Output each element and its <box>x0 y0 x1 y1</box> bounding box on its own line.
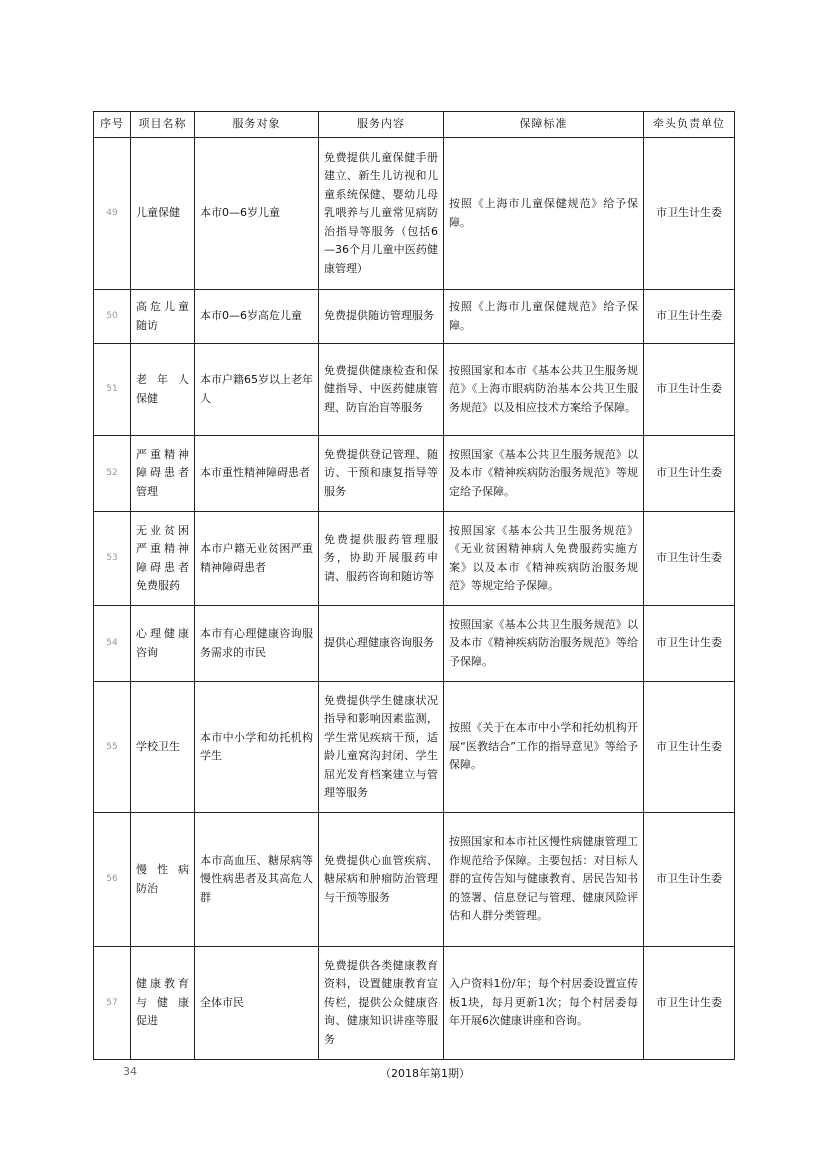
row-number: 49 <box>94 138 131 290</box>
row-lead-unit: 市卫生计生委 <box>644 290 735 344</box>
row-guarantee-standard: 按照国家《基本公共卫生服务规范》以及本市《精神疾病防治服务规范》等给予保障。 <box>444 606 644 682</box>
row-number: 57 <box>94 947 131 1060</box>
page-number: 34 <box>123 1065 137 1078</box>
row-service-target: 本市重性精神障碍患者 <box>195 436 319 512</box>
row-project-name: 儿童保健 <box>131 138 195 290</box>
header-guarantee-standard: 保障标准 <box>444 112 644 138</box>
header-project-name: 项目名称 <box>131 112 195 138</box>
row-guarantee-standard: 按照国家《基本公共卫生服务规范》以及本市《精神疾病防治服务规范》等规定给予保障。 <box>444 436 644 512</box>
row-service-content: 免费提供心血管疾病、糖尿病和肿瘤防治管理与干预等服务 <box>319 813 444 947</box>
table-row <box>94 606 735 682</box>
row-service-content: 免费提供服药管理服务，协助开展服药申请、服药咨询和随访等 <box>319 512 444 606</box>
row-service-content: 免费提供学生健康状况指导和影响因素监测，学生常见疾病干预，适龄儿童窝沟封闭、学生屈光发育档案建立与管理等服务 <box>319 682 444 813</box>
row-service-content: 免费提供随访管理服务 <box>319 290 444 344</box>
row-project-name: 严重精神障碍患者管理 <box>131 436 195 512</box>
table-row <box>94 682 735 813</box>
row-service-target: 本市0—6岁儿童 <box>195 138 319 290</box>
row-service-target: 本市户籍65岁以上老年人 <box>195 344 319 436</box>
row-guarantee-standard: 按照国家和本市社区慢性病健康管理工作规范给予保障。主要包括：对目标人群的宣传告知与健康教育、居民告知书的签署、信息登记与管理、健康风险评估和人群分类管理。 <box>444 813 644 947</box>
table-row <box>94 512 735 606</box>
row-service-content: 免费提供健康检查和保健指导、中医药健康管理、防盲治盲等服务 <box>319 344 444 436</box>
row-lead-unit: 市卫生计生委 <box>644 606 735 682</box>
header-service-target: 服务对象 <box>195 112 319 138</box>
row-lead-unit: 市卫生计生委 <box>644 436 735 512</box>
table-row <box>94 947 735 1060</box>
row-number: 53 <box>94 512 131 606</box>
row-number: 55 <box>94 682 131 813</box>
table-row <box>94 344 735 436</box>
row-service-content: 免费提供登记管理、随访、干预和康复指导等服务 <box>319 436 444 512</box>
table-row <box>94 813 735 947</box>
row-guarantee-standard: 按照《上海市儿童保健规范》给予保障。 <box>444 290 644 344</box>
table-row <box>94 138 735 290</box>
row-project-name: 心理健康咨询 <box>131 606 195 682</box>
row-project-name: 无业贫困严重精神障碍患者免费服药 <box>131 512 195 606</box>
header-number: 序号 <box>94 112 131 138</box>
row-service-target: 本市中小学和幼托机构学生 <box>195 682 319 813</box>
row-project-name: 健康教育与 健 康 促进 <box>131 947 195 1060</box>
row-guarantee-standard: 按照国家和本市《基本公共卫生服务规范》《上海市眼病防治基本公共卫生服务规范》以及相应技术方案给予保障。 <box>444 344 644 436</box>
row-guarantee-standard: 入户资料1份/年；每个村居委设置宣传板1块，每月更新1次；每个村居委每年开展6次健康讲座和咨询。 <box>444 947 644 1060</box>
row-lead-unit: 市卫生计生委 <box>644 512 735 606</box>
row-lead-unit: 市卫生计生委 <box>644 947 735 1060</box>
row-project-name: 老 年 人 保健 <box>131 344 195 436</box>
row-number: 51 <box>94 344 131 436</box>
row-project-name: 慢 性 病 防治 <box>131 813 195 947</box>
row-number: 56 <box>94 813 131 947</box>
row-service-content: 免费提供儿童保健手册建立、新生儿访视和儿童系统保健、婴幼儿母乳喂养与儿童常见病防治指导等服务（包括6—36个月儿童中医药健康管理） <box>319 138 444 290</box>
row-service-target: 全体市民 <box>195 947 319 1060</box>
row-service-target: 本市有心理健康咨询服务需求的市民 <box>195 606 319 682</box>
row-number: 54 <box>94 606 131 682</box>
header-service-content: 服务内容 <box>319 112 444 138</box>
row-guarantee-standard: 按照《上海市儿童保健规范》给予保障。 <box>444 138 644 290</box>
row-number: 50 <box>94 290 131 344</box>
table-row <box>94 290 735 344</box>
row-lead-unit: 市卫生计生委 <box>644 682 735 813</box>
row-guarantee-standard: 按照《关于在本市中小学和托幼机构开展“医教结合”工作的指导意见》等给予保障。 <box>444 682 644 813</box>
row-service-target: 本市0—6岁高危儿童 <box>195 290 319 344</box>
row-project-name: 学校卫生 <box>131 682 195 813</box>
row-lead-unit: 市卫生计生委 <box>644 813 735 947</box>
row-lead-unit: 市卫生计生委 <box>644 138 735 290</box>
row-service-target: 本市高血压、糖尿病等慢性病患者及其高危人群 <box>195 813 319 947</box>
row-service-target: 本市户籍无业贫困严重精神障碍患者 <box>195 512 319 606</box>
table-header-row <box>94 112 735 138</box>
row-guarantee-standard: 按照国家《基本公共卫生服务规范》《无业贫困精神病人免费服药实施方案》以及本市《精神疾病防治服务规范》等规定给予保障。 <box>444 512 644 606</box>
issue-label: （2018年第1期） <box>380 1067 470 1080</box>
row-service-content: 免费提供各类健康教育资料，设置健康教育宣传栏，提供公众健康咨询、健康知识讲座等服务 <box>319 947 444 1060</box>
services-table <box>93 111 735 1060</box>
row-service-content: 提供心理健康咨询服务 <box>319 606 444 682</box>
row-number: 52 <box>94 436 131 512</box>
table-row <box>94 436 735 512</box>
row-project-name: 高危儿童随访 <box>131 290 195 344</box>
row-lead-unit: 市卫生计生委 <box>644 344 735 436</box>
header-lead-unit: 牵头负责单位 <box>644 112 735 138</box>
